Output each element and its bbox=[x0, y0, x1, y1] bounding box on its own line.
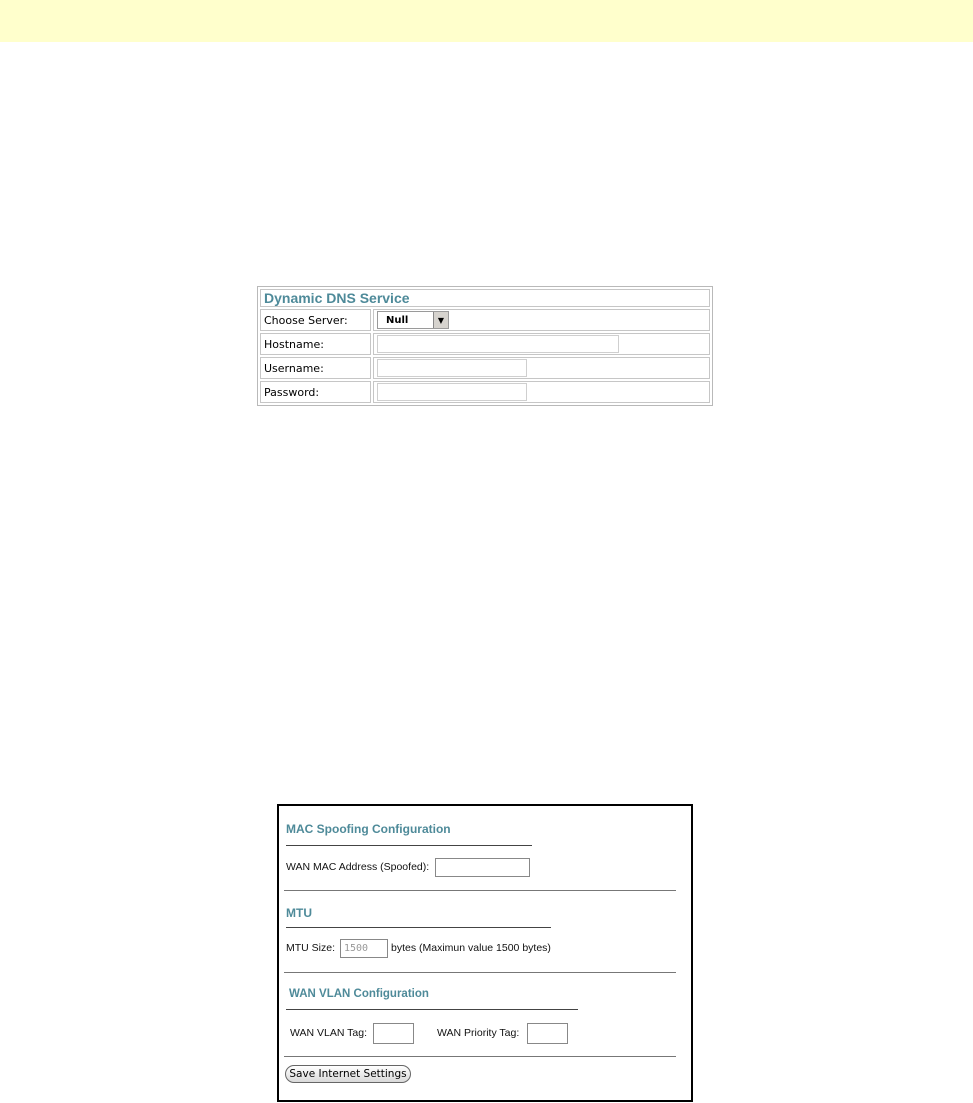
username-cell bbox=[373, 357, 710, 379]
save-internet-settings-button[interactable]: Save Internet Settings bbox=[285, 1065, 411, 1083]
section-divider-1 bbox=[284, 890, 676, 891]
dynamic-dns-table bbox=[258, 287, 712, 405]
wan-vlan-tag-input[interactable] bbox=[373, 1023, 414, 1044]
password-label: Password: bbox=[260, 381, 371, 403]
dynamic-dns-title: Dynamic DNS Service bbox=[260, 289, 710, 307]
wan-vlan-tag-label: WAN VLAN Tag: bbox=[290, 1027, 368, 1039]
internet-settings-panel bbox=[277, 804, 693, 1102]
wan-vlan-title: WAN VLAN Configuration bbox=[289, 988, 429, 1000]
page-header-band bbox=[0, 0, 973, 42]
choose-server-value: Null bbox=[386, 314, 409, 326]
vlan-title-divider bbox=[286, 1009, 578, 1010]
mac-title-divider bbox=[286, 845, 532, 846]
password-cell bbox=[373, 381, 710, 403]
hostname-label: Hostname: bbox=[260, 333, 371, 355]
choose-server-select[interactable] bbox=[377, 311, 449, 329]
wan-priority-tag-input[interactable] bbox=[527, 1023, 568, 1044]
mtu-size-label: MTU Size: bbox=[286, 942, 336, 954]
mtu-title: MTU bbox=[286, 906, 312, 920]
choose-server-cell bbox=[373, 309, 710, 331]
mtu-hint: bytes (Maximun value 1500 bytes) bbox=[391, 942, 551, 954]
hostname-input[interactable] bbox=[377, 335, 619, 353]
choose-server-label: Choose Server: bbox=[260, 309, 371, 331]
wan-mac-input[interactable] bbox=[435, 858, 530, 877]
dynamic-dns-panel bbox=[257, 286, 713, 406]
chevron-down-icon[interactable]: ▼ bbox=[433, 312, 448, 328]
mac-spoofing-title: MAC Spoofing Configuration bbox=[286, 822, 451, 836]
wan-priority-tag-label: WAN Priority Tag: bbox=[437, 1027, 520, 1039]
section-divider-3 bbox=[284, 1056, 676, 1057]
wan-mac-label: WAN MAC Address (Spoofed): bbox=[286, 861, 430, 873]
section-divider-2 bbox=[284, 972, 676, 973]
mtu-size-input[interactable] bbox=[340, 939, 388, 958]
password-input[interactable] bbox=[377, 383, 527, 401]
username-input[interactable] bbox=[377, 359, 527, 377]
mtu-title-divider bbox=[286, 927, 551, 928]
username-label: Username: bbox=[260, 357, 371, 379]
hostname-cell bbox=[373, 333, 710, 355]
